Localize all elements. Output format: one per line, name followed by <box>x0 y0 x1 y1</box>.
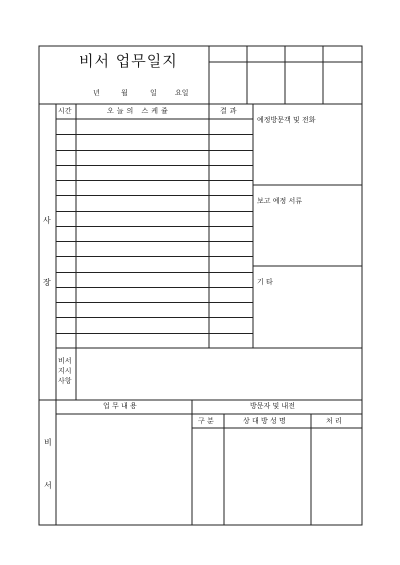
instructions-label-2: 지시 <box>58 367 72 375</box>
action-column-header: 처 리 <box>326 417 342 425</box>
counterpart-name-header: 상 대 방 성 명 <box>243 417 286 425</box>
secretary-side-label-1: 비 <box>44 438 52 447</box>
date-day-label: 일 <box>150 89 157 97</box>
date-weekday-label: 요일 <box>175 89 189 97</box>
form-title: 비서 업무일지 <box>79 52 178 70</box>
schedule-column-header: 오늘의 스케쥴 <box>107 107 171 115</box>
others-label: 기 타 <box>257 278 273 286</box>
type-column-header: 구 분 <box>198 417 214 425</box>
schedule-row-lines <box>56 135 253 334</box>
date-month-label: 월 <box>121 89 128 97</box>
work-content-header: 업 무 내 용 <box>103 402 137 410</box>
date-line <box>0 88 400 98</box>
date-year-label: 년 <box>93 89 100 97</box>
secretary-side-label-2: 서 <box>44 481 52 490</box>
expected-visitors-label: 예정방문객 및 전화 <box>257 116 316 124</box>
boss-side-label-1: 사 <box>43 216 51 225</box>
instructions-label-3: 사항 <box>58 377 72 385</box>
boss-side-label-2: 장 <box>43 278 51 287</box>
instructions-label-1: 비서 <box>58 357 72 365</box>
result-column-header: 결과 <box>220 107 240 115</box>
time-column-header: 시간 <box>58 107 72 115</box>
visitor-calls-header: 방문자 및 내전 <box>250 402 296 410</box>
report-documents-label: 보고 예정 서류 <box>257 197 303 205</box>
